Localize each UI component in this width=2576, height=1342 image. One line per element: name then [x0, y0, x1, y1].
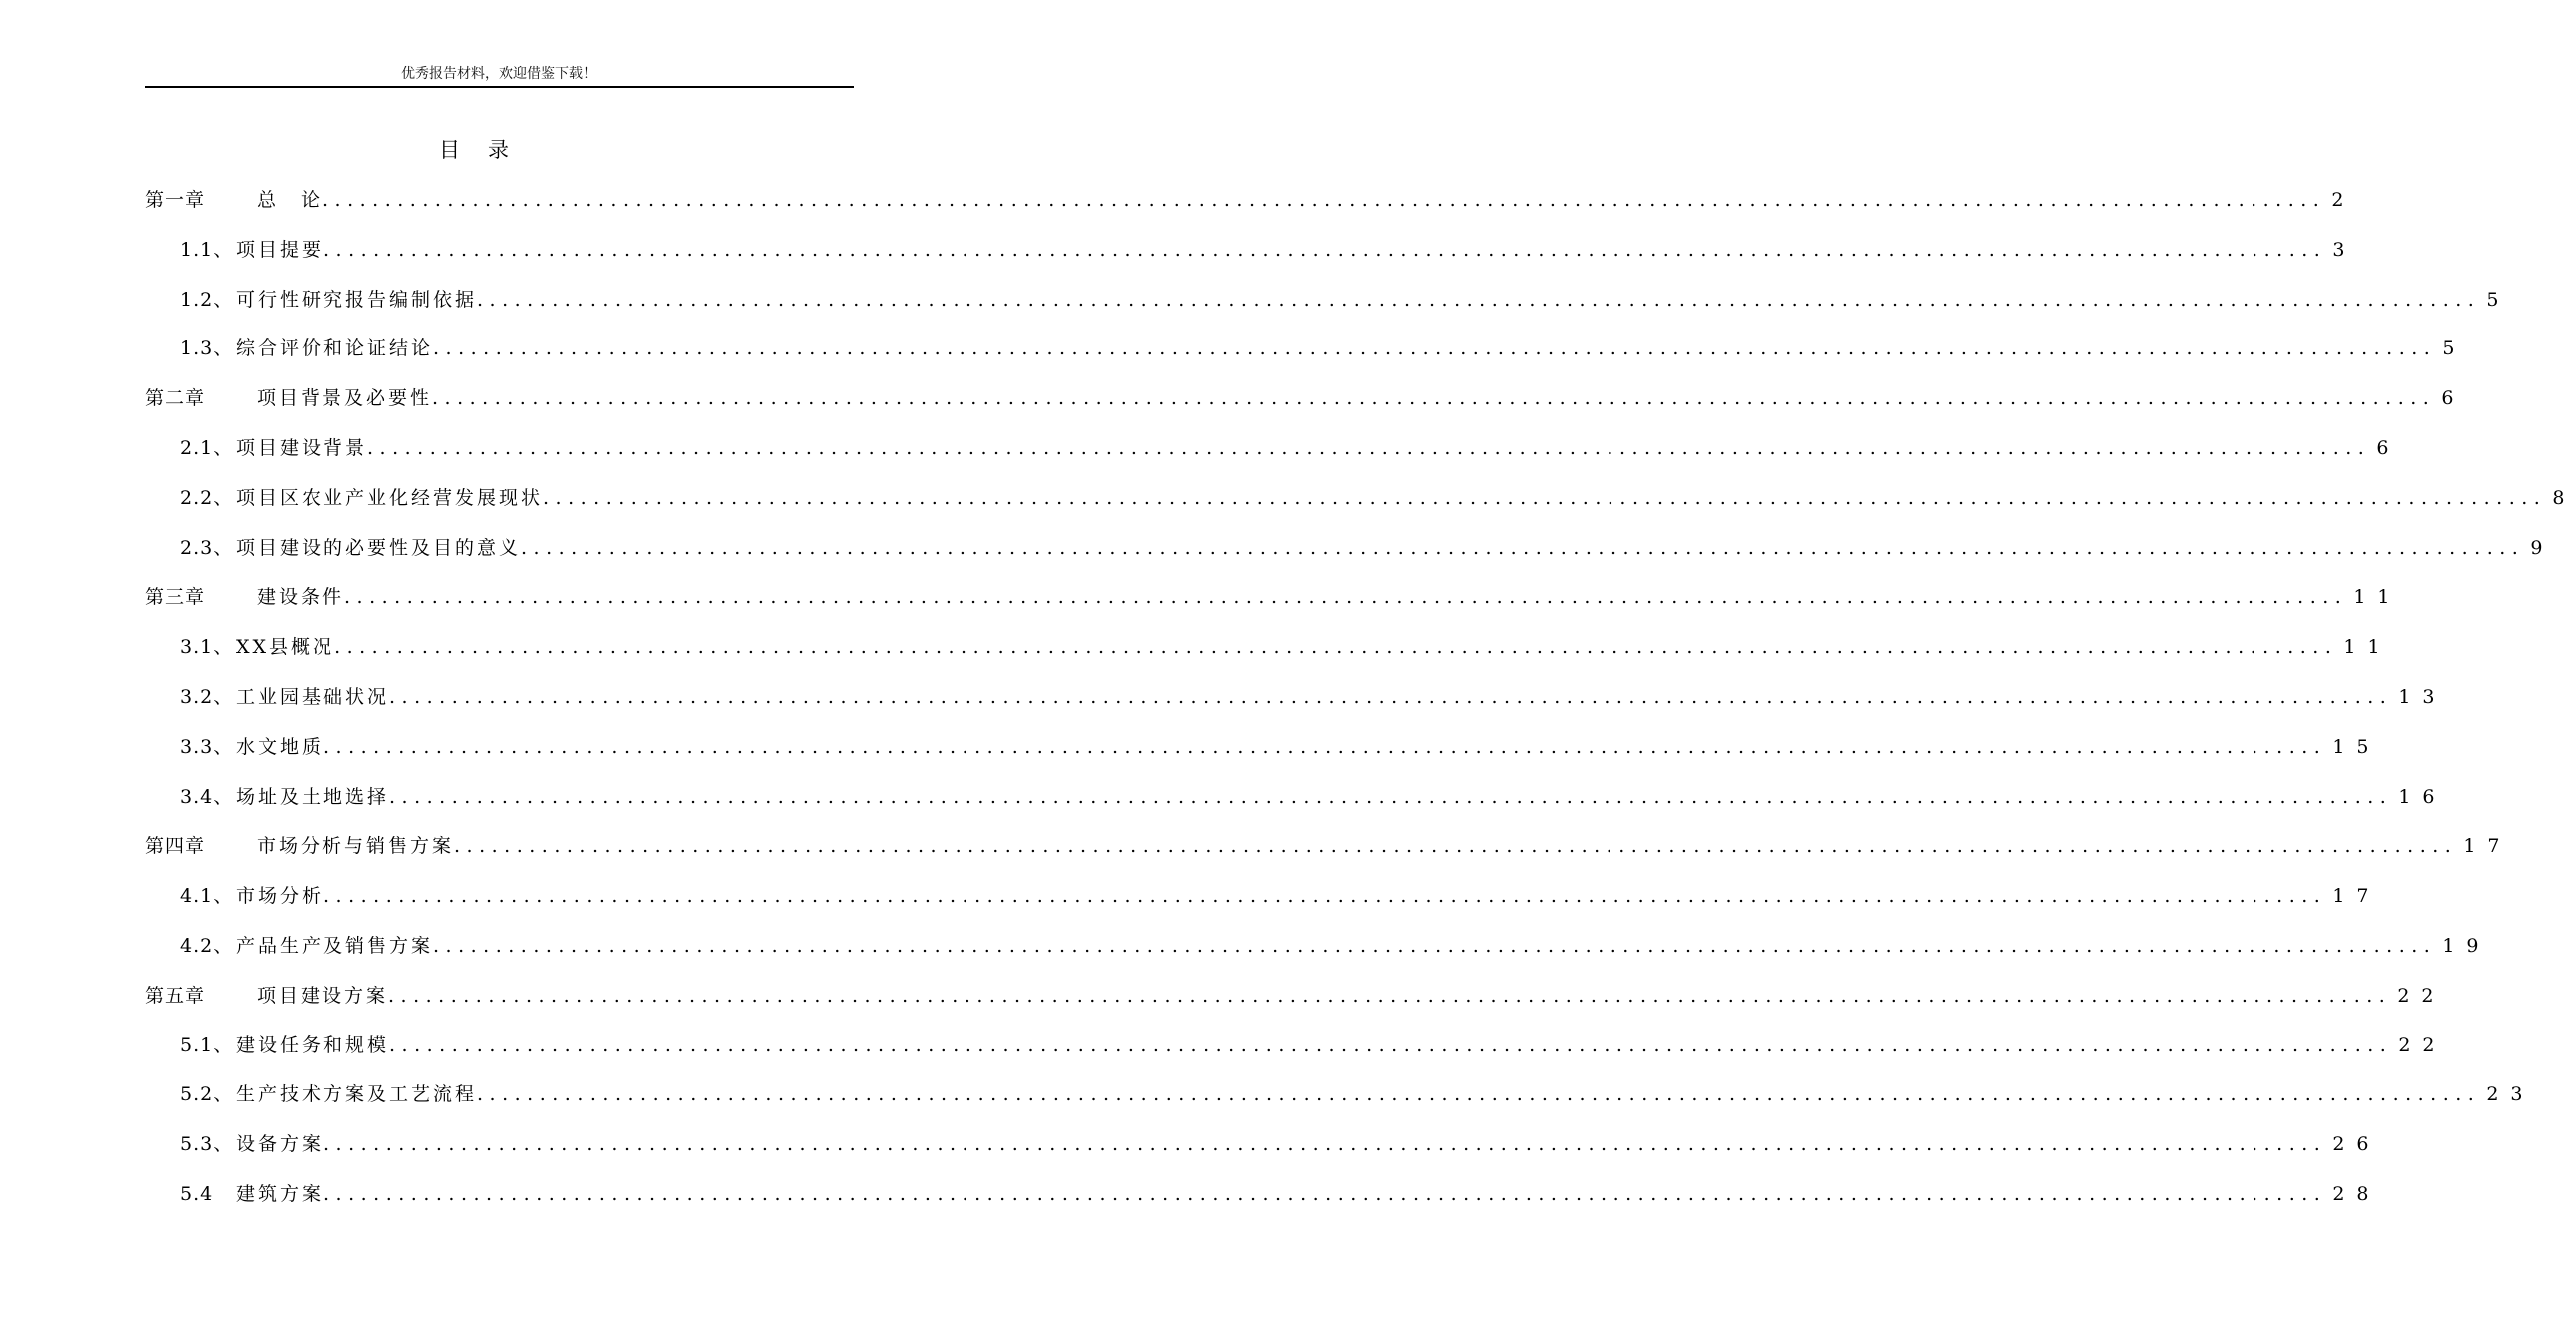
toc-entry-number: 第二章: [145, 387, 206, 410]
toc-dot-leader: ................................................................................................................................................................: [454, 835, 2458, 858]
toc-entry-number: 第一章: [145, 189, 206, 211]
toc-entry-label: 项目区农业产业化经营发展现状: [236, 486, 544, 509]
toc-entry-number: 第四章: [145, 835, 206, 858]
toc-page-number: 22: [2398, 1033, 2447, 1056]
toc-entry-number: 5.1、: [180, 1033, 234, 1056]
toc-page-number: 15: [2332, 735, 2381, 758]
toc-entry-number: 4.1、: [180, 885, 234, 908]
toc-section-entry[interactable]: [145, 931, 2491, 981]
toc-page-number: 5: [2486, 288, 2511, 311]
toc-dot-leader: ................................................................................................................................................................: [433, 934, 2437, 957]
toc-section-entry[interactable]: [145, 235, 2357, 285]
table-of-contents: [145, 185, 2576, 1229]
toc-chapter-entry[interactable]: [145, 831, 2512, 881]
toc-entry-label: 建设任务和规模: [236, 1033, 390, 1056]
toc-section-entry[interactable]: [145, 632, 2392, 682]
toc-entry-label: 工业园基础状况: [236, 685, 390, 708]
toc-entry-number: 第五章: [145, 984, 206, 1006]
toc-entry-label: 项目背景及必要性: [257, 387, 433, 410]
toc-dot-leader: ................................................................................................................................................................: [367, 436, 2371, 459]
toc-entry-number: 2.1、: [180, 436, 234, 459]
toc-page-number: 11: [2353, 586, 2402, 609]
toc-section-entry[interactable]: [145, 732, 2381, 782]
toc-entry-label: 产品生产及销售方案: [236, 934, 434, 957]
toc-entry-label: 项目建设方案: [257, 984, 389, 1006]
toc-page-number: 11: [2343, 636, 2392, 659]
toc-entry-label: 水文地质: [236, 735, 324, 758]
toc-page-number: 28: [2332, 1182, 2381, 1205]
toc-entry-number: 3.1、: [180, 636, 234, 659]
toc-section-entry[interactable]: [145, 334, 2467, 383]
toc-entry-number: 3.2、: [180, 685, 234, 708]
toc-entry-label: 场址及土地选择: [236, 785, 390, 808]
toc-entry-label: 项目提要: [236, 238, 324, 261]
page-header: 优秀报告材料，欢迎借鉴下载！: [145, 66, 854, 88]
toc-dot-leader: ................................................................................................................................................................: [322, 189, 2326, 211]
toc-entry-number: 第三章: [145, 586, 206, 609]
toc-dot-leader: ................................................................................................................................................................: [477, 288, 2481, 311]
toc-dot-leader: ................................................................................................................................................................: [389, 785, 2393, 808]
toc-section-entry[interactable]: [145, 433, 2401, 483]
toc-chapter-entry[interactable]: [145, 981, 2446, 1030]
toc-section-entry[interactable]: [145, 1030, 2447, 1080]
toc-page-number: 13: [2398, 685, 2447, 708]
toc-entry-label: 市场分析: [236, 885, 324, 908]
toc-dot-leader: ................................................................................................................................................................: [432, 387, 2436, 410]
toc-section-entry[interactable]: [145, 483, 2576, 533]
toc-dot-leader: ................................................................................................................................................................: [323, 1133, 2327, 1156]
toc-entry-label: 可行性研究报告编制依据: [236, 288, 478, 311]
toc-entry-label: 市场分析与销售方案: [257, 835, 455, 858]
toc-section-entry[interactable]: [145, 682, 2447, 732]
toc-page-number: 6: [2441, 387, 2466, 410]
toc-page-number: 5: [2442, 337, 2467, 360]
toc-dot-leader: ................................................................................................................................................................: [543, 486, 2547, 509]
toc-dot-leader: ................................................................................................................................................................: [521, 536, 2525, 559]
toc-page-number: 17: [2463, 835, 2512, 858]
toc-entry-number: 5.4: [180, 1182, 214, 1205]
toc-title: 目录: [439, 138, 537, 162]
toc-entry-label: 建设条件: [257, 586, 345, 609]
toc-entry-number: 2.3、: [180, 536, 234, 559]
toc-section-entry[interactable]: [145, 1179, 2381, 1229]
toc-page-number: 9: [2530, 536, 2555, 559]
toc-entry-label: XX县概况: [236, 636, 335, 659]
toc-entry-label: 建筑方案: [236, 1182, 324, 1205]
toc-section-entry[interactable]: [145, 1079, 2535, 1129]
toc-page-number: 16: [2398, 785, 2447, 808]
toc-entry-number: 5.3、: [180, 1133, 234, 1156]
toc-page-number: 6: [2376, 436, 2401, 459]
toc-entry-number: 3.4、: [180, 785, 234, 808]
toc-dot-leader: ................................................................................................................................................................: [323, 238, 2327, 261]
toc-page-number: 17: [2332, 885, 2381, 908]
toc-page-number: 19: [2442, 934, 2491, 957]
toc-entry-label: 项目建设背景: [236, 436, 368, 459]
toc-entry-number: 5.2、: [180, 1083, 234, 1106]
toc-entry-number: 2.2、: [180, 486, 234, 509]
toc-dot-leader: ................................................................................................................................................................: [323, 1182, 2327, 1205]
toc-page-number: 8: [2552, 486, 2576, 509]
toc-section-entry[interactable]: [145, 533, 2555, 583]
toc-dot-leader: ................................................................................................................................................................: [433, 337, 2437, 360]
toc-page-number: 3: [2332, 238, 2357, 261]
toc-entry-number: 4.2、: [180, 934, 234, 957]
toc-dot-leader: ................................................................................................................................................................: [323, 885, 2327, 908]
toc-entry-label: 设备方案: [236, 1133, 324, 1156]
toc-section-entry[interactable]: [145, 881, 2381, 931]
toc-entry-number: 3.3、: [180, 735, 234, 758]
toc-page-number: 22: [2397, 984, 2446, 1006]
toc-page-number: 2: [2331, 189, 2356, 211]
toc-chapter-entry[interactable]: [145, 383, 2466, 433]
toc-entry-number: 1.2、: [180, 288, 234, 311]
toc-section-entry[interactable]: [145, 782, 2447, 832]
toc-dot-leader: ................................................................................................................................................................: [323, 735, 2327, 758]
toc-dot-leader: ................................................................................................................................................................: [477, 1083, 2481, 1106]
toc-page-number: 26: [2332, 1133, 2381, 1156]
toc-chapter-entry[interactable]: [145, 582, 2402, 632]
toc-entry-label: 总 论: [257, 189, 323, 211]
toc-page-number: 23: [2486, 1083, 2535, 1106]
toc-entry-label: 生产技术方案及工艺流程: [236, 1083, 478, 1106]
toc-entry-label: 项目建设的必要性及目的意义: [236, 536, 522, 559]
toc-dot-leader: ................................................................................................................................................................: [389, 1033, 2393, 1056]
toc-entry-number: 1.3、: [180, 337, 234, 360]
toc-dot-leader: ................................................................................................................................................................: [344, 586, 2348, 609]
toc-dot-leader: ................................................................................................................................................................: [334, 636, 2338, 659]
toc-chapter-entry[interactable]: [145, 185, 2356, 235]
toc-section-entry[interactable]: [145, 285, 2511, 335]
toc-dot-leader: ................................................................................................................................................................: [388, 984, 2392, 1006]
toc-entry-label: 综合评价和论证结论: [236, 337, 434, 360]
toc-dot-leader: ................................................................................................................................................................: [389, 685, 2393, 708]
toc-entry-number: 1.1、: [180, 238, 234, 261]
toc-section-entry[interactable]: [145, 1129, 2381, 1179]
